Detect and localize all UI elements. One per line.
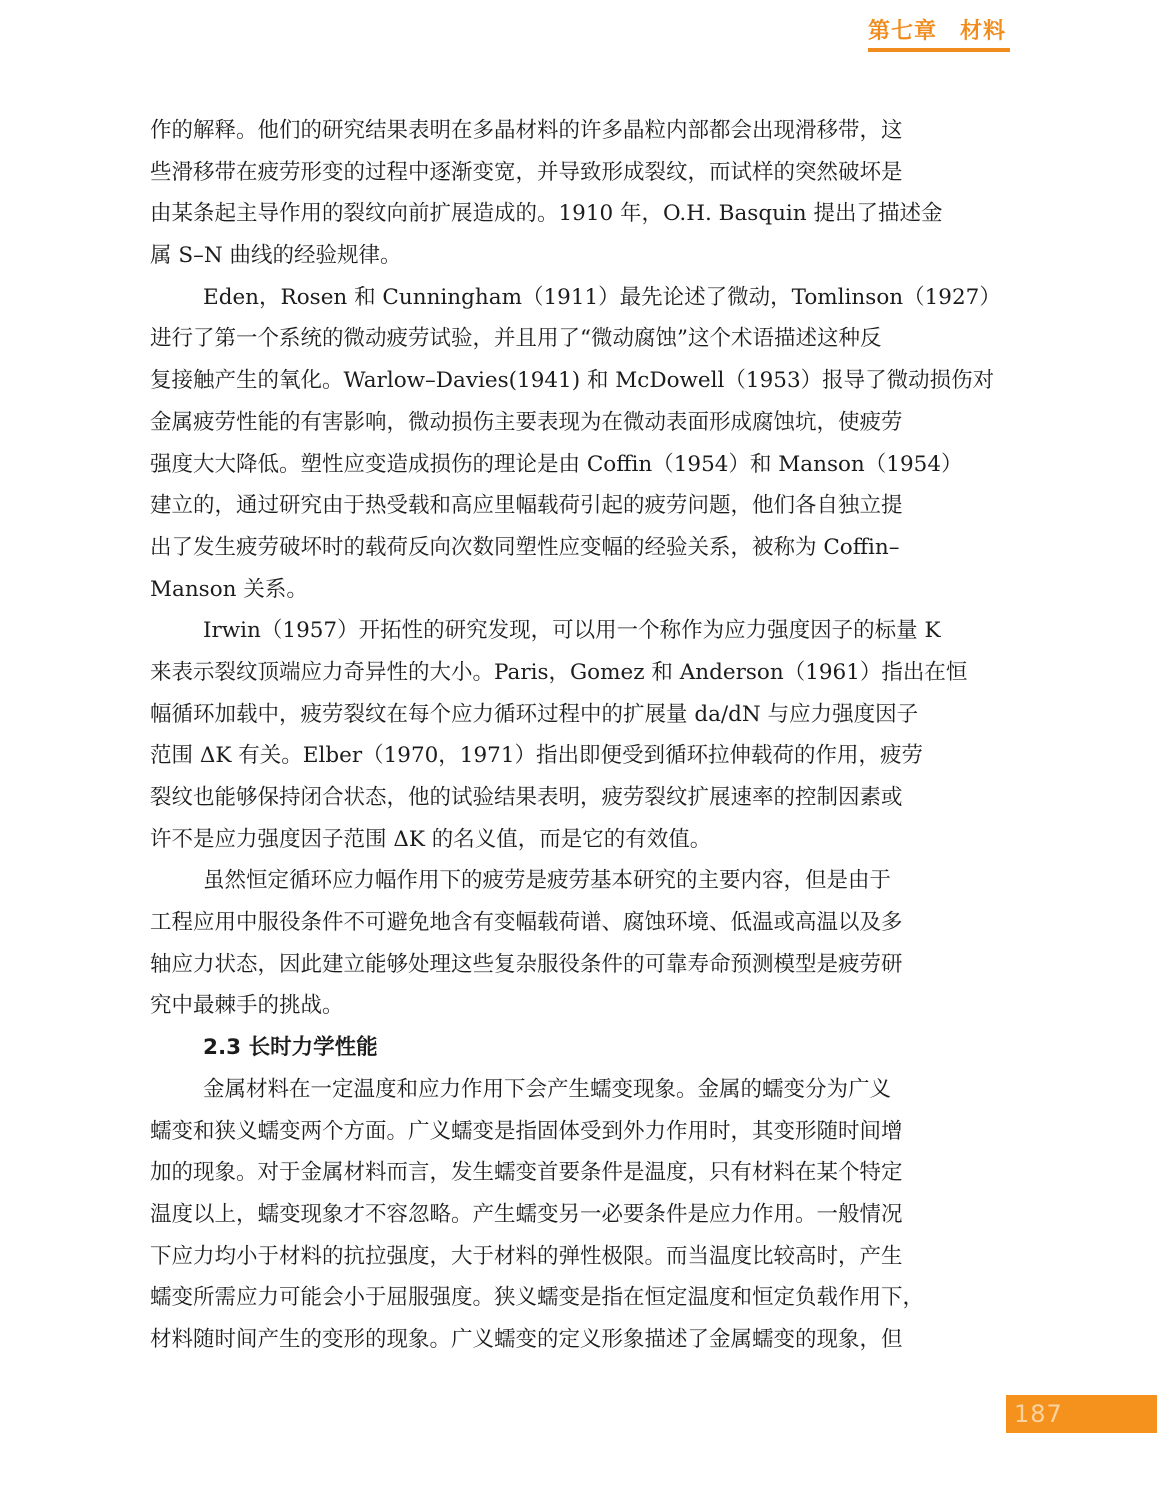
- text-line: 材料随时间产生的变形的现象。广义蠕变的定义形象描述了金属蠕变的现象，但: [150, 1326, 903, 1352]
- text-line: 进行了第一个系统的微动疲劳试验，并且用了“微动腐蚀”这个术语描述这种反: [150, 326, 882, 352]
- header-underline: [868, 48, 1010, 52]
- text-line: 由某条起主导作用的裂纹向前扩展造成的。1910 年，O.H. Basquin 提出了描述金: [150, 201, 943, 227]
- paragraph-3: [150, 610, 1006, 860]
- text-line: 温度以上，蠕变现象才不容忽略。产生蠕变另一必要条件是应力作用。一般情况: [150, 1201, 903, 1227]
- text-line: 金属材料在一定温度和应力作用下会产生蠕变现象。金属的蠕变分为广义: [203, 1076, 892, 1102]
- paragraph-2: [150, 277, 1006, 611]
- text-line: 虽然恒定循环应力幅作用下的疲劳是疲劳基本研究的主要内容，但是由于: [203, 868, 892, 894]
- text-line: 幅循环加载中，疲劳裂纹在每个应力循环过程中的扩展量 da/dN 与应力强度因子: [150, 701, 919, 727]
- text-line: 范围 ΔK 有关。Elber（1970，1971）指出即便受到循环拉伸载荷的作用，疲劳: [150, 743, 924, 769]
- text-line: 下应力均小于材料的抗拉强度，大于材料的弹性极限。而当温度比较高时，产生: [150, 1243, 903, 1269]
- page-body: [150, 110, 1006, 1361]
- text-line: 许不是应力强度因子范围 ΔK 的名义值，而是它的有效值。: [150, 826, 712, 852]
- text-line: Manson 关系。: [150, 576, 308, 602]
- section-heading: 2.3 长时力学性能: [203, 1035, 378, 1061]
- text-line: 究中最棘手的挑战。: [150, 993, 344, 1019]
- text-line: 强度大大降低。塑性应变造成损伤的理论是由 Coffin（1954）和 Manson（1954）: [150, 451, 963, 477]
- paragraph-4: [150, 860, 1006, 1027]
- text-line: 作的解释。他们的研究结果表明在多晶材料的许多晶粒内部都会出现滑移带，这: [150, 118, 903, 143]
- text-line: 加的现象。对于金属材料而言，发生蠕变首要条件是温度，只有材料在某个特定: [150, 1160, 903, 1186]
- text-line: 复接触产生的氧化。Warlow–Davies(1941) 和 McDowell（1953）报导了微动损伤对: [150, 368, 995, 394]
- text-line: 蠕变所需应力可能会小于屈服强度。狭义蠕变是指在恒定温度和恒定负载作用下，: [150, 1285, 925, 1311]
- text-line: 些滑移带在疲劳形变的过程中逐渐变宽，并导致形成裂纹，而试样的突然破坏是: [150, 159, 903, 185]
- text-line: 轴应力状态，因此建立能够处理这些复杂服役条件的可靠寿命预测模型是疲劳研: [150, 951, 903, 977]
- text-line: 出了发生疲劳破坏时的载荷反向次数同塑性应变幅的经验关系，被称为 Coffin–: [150, 534, 900, 560]
- text-line: Eden，Rosen 和 Cunningham（1911）最先论述了微动，Tomlinson（1927）: [203, 284, 1001, 310]
- paragraph-1: [150, 110, 1006, 277]
- paragraph-5: [150, 1069, 1006, 1361]
- text-line: 裂纹也能够保持闭合状态，他的试验结果表明，疲劳裂纹扩展速率的控制因素或: [150, 785, 903, 810]
- page-number: 187: [1014, 1400, 1063, 1428]
- text-line: 属 S–N 曲线的经验规律。: [150, 243, 402, 269]
- page-number-badge: [1006, 1395, 1157, 1433]
- chapter-title: 第七章 材料: [868, 19, 1007, 44]
- text-line: Irwin（1957）开拓性的研究发现，可以用一个称作为应力强度因子的标量 K: [203, 618, 941, 644]
- text-line: 来表示裂纹顶端应力奇异性的大小。Paris，Gomez 和 Anderson（1961）指出在恒: [150, 659, 968, 685]
- text-line: 蠕变和狭义蠕变两个方面。广义蠕变是指固体受到外力作用时，其变形随时间增: [150, 1118, 903, 1144]
- chapter-header: [868, 12, 1010, 52]
- text-line: 建立的，通过研究由于热受载和高应里幅载荷引起的疲劳问题，他们各自独立提: [150, 493, 903, 519]
- text-line: 金属疲劳性能的有害影响，微动损伤主要表现为在微动表面形成腐蚀坑，使疲劳: [150, 409, 903, 435]
- text-line: 工程应用中服役条件不可避免地含有变幅载荷谱、腐蚀环境、低温或高温以及多: [150, 910, 903, 936]
